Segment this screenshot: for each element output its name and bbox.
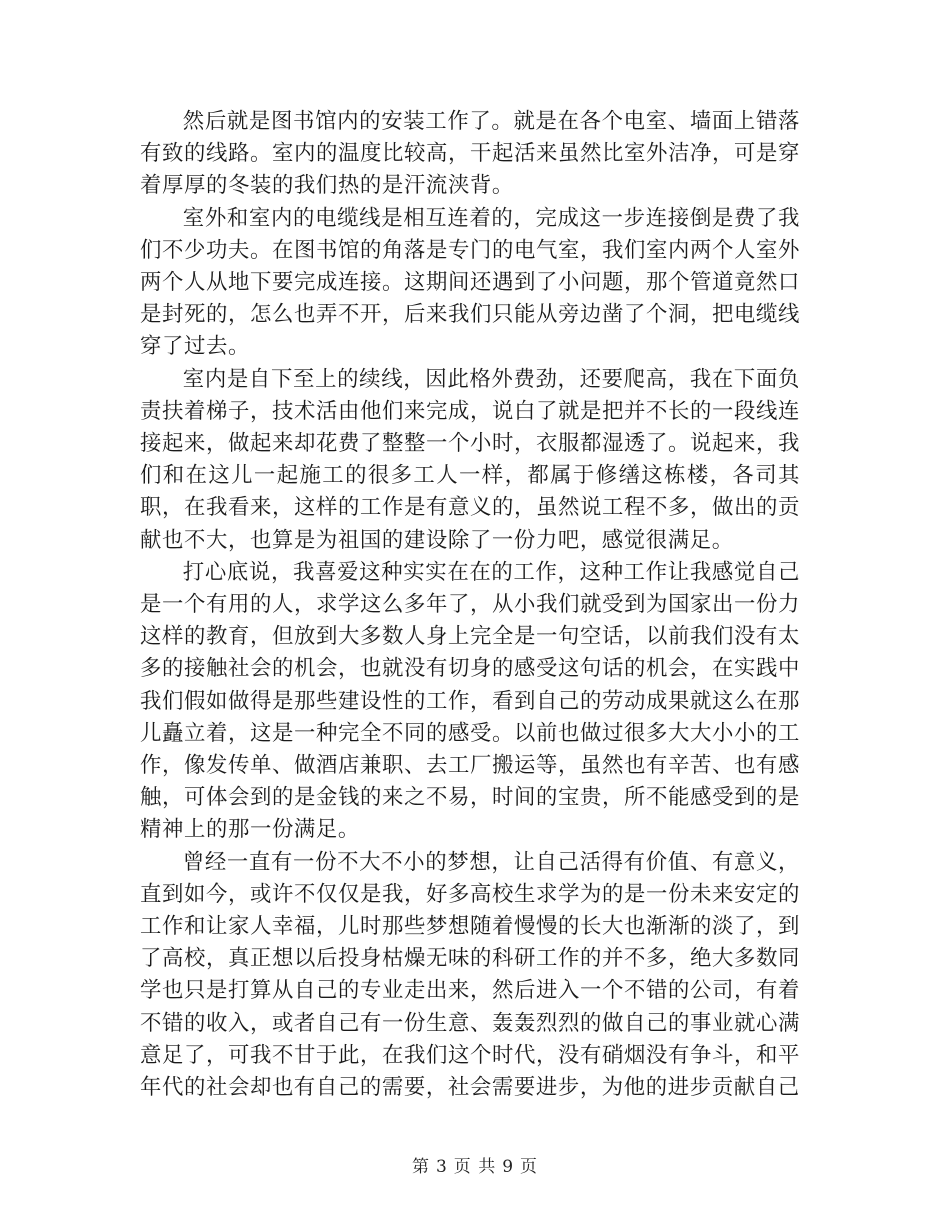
document-body: [140, 106, 800, 1104]
paragraph-1: 然后就是图书馆内的安装工作了。就是在各个电室、墙面上错落有致的线路。室内的温度比较高，干起活来虽然比室外洁净，可是穿着厚厚的冬装的我们热的是汗流浃背。: [140, 109, 800, 199]
footer-middle: 页 共: [453, 1157, 497, 1177]
paragraph-3: 室内是自下至上的续线，因此格外费劲，还要爬高，我在下面负责扶着梯子，技术活由他们来完成，说白了就是把并不长的一段线连接起来，做起来却花费了整整一个小时，衣服都湿透了。说起来，我们和在这儿一起施工的很多工人一样，都属于修缮这栋楼，各司其职，在我看来，这样的工作是有意义的，虽然说工程不多，做出的贡献也不大，也算是为祖国的建设除了一份力吧，感觉很满足。: [140, 366, 800, 553]
footer-page-number: 3: [435, 1157, 448, 1177]
paragraph-2: 室外和室内的电缆线是相互连着的，完成这一步连接倒是费了我们不少功夫。在图书馆的角落是专门的电气室，我们室内两个人室外两个人从地下要完成连接。这期间还遇到了小问题，那个管道竟然口是封死的，怎么也弄不开，后来我们只能从旁边凿了个洞，把电缆线穿了过去。: [140, 205, 800, 360]
paragraph-5: 曾经一直有一份不大不小的梦想，让自己活得有价值、有意义，直到如今，或许不仅仅是我，好多高校生求学为的是一份未来安定的工作和让家人幸福，儿时那些梦想随着慢慢的长大也渐渐的淡了，到了高校，真正想以后投身枯燥无味的科研工作的并不多，绝大多数同学也只是打算从自己的专业走出来，然后进入一个不错的公司，有着不错的收入，或者自己有一份生意、轰轰烈烈的做自己的事业就心满意足了，可我不甘于此，在我们这个时代，没有硝烟没有争斗，和平年代的社会却也有自己的需要，社会需要进步，为他的进步贡献自己: [140, 849, 800, 1101]
paragraph-4: 打心底说，我喜爱这种实实在在的工作，这种工作让我感觉自己是一个有用的人，求学这么多年了，从小我们就受到为国家出一份力这样的教育，但放到大多数人身上完全是一句空话，以前我们没有太多的接触社会的机会，也就没有切身的感受这句话的机会，在实践中我们假如做得是那些建设性的工作，看到自己的劳动成果就这么在那儿矗立着，这是一种完全不同的感受。以前也做过很多大大小小的工作，像发传单、做酒店兼职、去工厂搬运等，虽然也有辛苦、也有感触，可体会到的是金钱的来之不易，时间的宝贵，所不能感受到的是精神上的那一份满足。: [140, 559, 800, 843]
page-footer: [0, 1152, 950, 1177]
footer-prefix: 第: [411, 1157, 430, 1177]
footer-total-pages: 9: [502, 1157, 515, 1177]
footer-suffix: 页: [520, 1157, 539, 1177]
